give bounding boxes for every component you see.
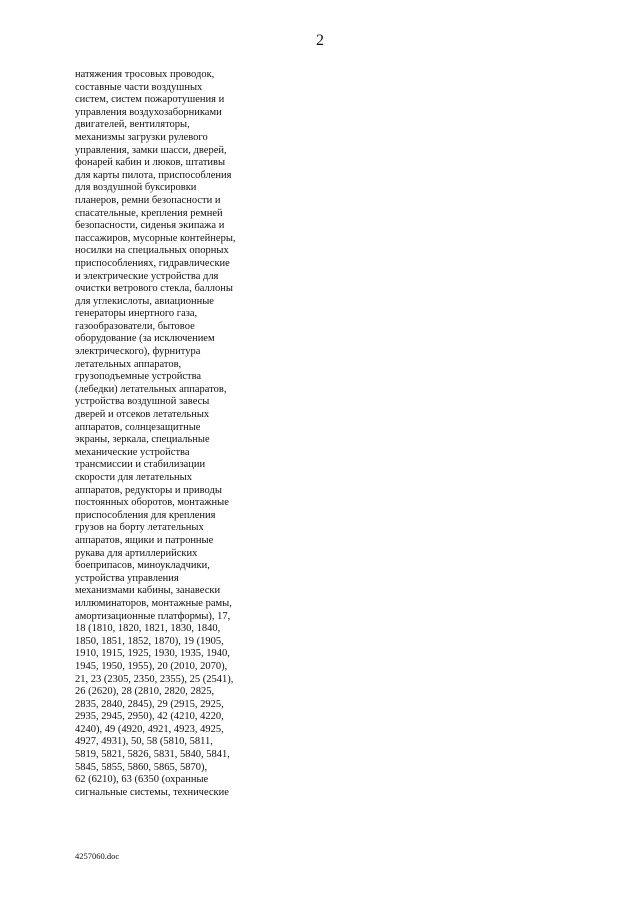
body-text-line: сигнальные системы, технические xyxy=(75,786,229,798)
body-text-line: управления, замки шасси, дверей, xyxy=(75,144,227,156)
body-text-line: аппаратов, ящики и патронные xyxy=(75,534,214,546)
body-text-line: 1945, 1950, 1955), 20 (2010, 2070), xyxy=(75,660,228,672)
body-text-line: очистки ветрового стекла, баллоны xyxy=(75,283,233,295)
body-text-line: аппаратов, редукторы и приводы xyxy=(75,484,222,496)
body-text-line: двигателей, вентиляторы, xyxy=(75,119,190,131)
body-text-line: экраны, зеркала, специальные xyxy=(75,434,210,446)
body-text-line: 1910, 1915, 1925, 1930, 1935, 1940, xyxy=(75,648,230,660)
body-text-line: 62 (6210), 63 (6350 (охранные xyxy=(75,774,209,786)
body-text-line: генераторы инертного газа, xyxy=(75,308,198,320)
body-text-line: 4240), 49 (4920, 4921, 4923, 4925, xyxy=(75,723,224,735)
body-text-line: управления воздухозаборниками xyxy=(75,106,222,118)
body-text-line: оборудование (за исключением xyxy=(75,333,215,345)
body-text-line: 1850, 1851, 1852, 1870), 19 (1905, xyxy=(75,635,224,647)
body-text-line: планеров, ремни безопасности и xyxy=(75,194,221,206)
body-text-line: (лебедки) летательных аппаратов, xyxy=(75,383,227,395)
body-text-line: систем, систем пожаротушения и xyxy=(75,94,225,106)
body-text-line: 4927, 4931), 50, 58 (5810, 5811, xyxy=(75,736,213,748)
body-text-line: иллюминаторов, монтажные рамы, xyxy=(75,597,232,609)
body-text-line: боеприпасов, миноукладчики, xyxy=(75,560,210,572)
body-text-line: приспособлениях, гидравлические xyxy=(75,257,230,269)
body-text-line: летательных аппаратов, xyxy=(75,358,182,370)
body-text-line: для углекислоты, авиационные xyxy=(75,295,214,307)
body-text-line: спасательные, крепления ремней xyxy=(75,207,223,219)
body-text-line: постоянных оборотов, монтажные xyxy=(75,497,229,509)
body-text-line: для воздушной буксировки xyxy=(75,182,197,194)
body-text-line: 18 (1810, 1820, 1821, 1830, 1840, xyxy=(75,623,221,635)
body-text-line: безопасности, сиденья экипажа и xyxy=(75,220,225,232)
body-text-line: приспособления для крепления xyxy=(75,509,216,521)
body-text-line: грузоподъемные устройства xyxy=(75,371,202,383)
body-text-line: газообразователи, бытовое xyxy=(75,320,195,332)
body-text-line: грузов на борту летательных xyxy=(75,522,204,534)
body-text-line: аппаратов, солнцезащитные xyxy=(75,421,201,433)
body-text-column xyxy=(75,69,275,799)
body-text-line: натяжения тросовых проводок, xyxy=(75,69,215,80)
body-text-line: составные части воздушных xyxy=(75,81,203,93)
body-text-line: 5819, 5821, 5826, 5831, 5840, 5841, xyxy=(75,749,230,761)
body-text-line: и электрические устройства для xyxy=(75,270,219,282)
footer-filename: 4257060.doc xyxy=(75,851,120,861)
body-text-line: 2835, 2840, 2845), 29 (2915, 2925, xyxy=(75,698,224,710)
body-text-line: механизмы загрузки рулевого xyxy=(75,131,208,143)
body-text-line: рукава для артиллерийских xyxy=(75,547,198,559)
body-text-line: скорости для летательных xyxy=(75,472,192,483)
body-text-line: трансмиссии и стабилизации xyxy=(75,459,206,471)
body-text-line: фонарей кабин и люков, штативы xyxy=(75,157,226,169)
page-number: 2 xyxy=(316,32,324,49)
body-text-line: 26 (2620), 28 (2810, 2820, 2825, xyxy=(75,686,215,698)
body-text-line: амортизационные платформы), 17, xyxy=(75,610,231,622)
body-text-line: носилки на специальных опорных xyxy=(75,245,229,257)
body-text-line: для карты пилота, приспособления xyxy=(75,169,232,181)
body-text-line: 21, 23 (2305, 2350, 2355), 25 (2541), xyxy=(75,673,234,685)
body-text-line: электрического), фурнитура xyxy=(75,346,201,358)
body-text-line: устройства управления xyxy=(75,572,179,584)
body-text-line: устройства воздушной завесы xyxy=(75,396,210,408)
body-text-line: дверей и отсеков летательных xyxy=(75,409,210,421)
body-text-line: 5845, 5855, 5860, 5865, 5870), xyxy=(75,761,208,773)
body-text-line: механизмами кабины, занавески xyxy=(75,585,221,597)
body-text-line: механические устройства xyxy=(75,446,190,458)
body-text-line: 2935, 2945, 2950), 42 (4210, 4220, xyxy=(75,711,224,723)
body-text-line: пассажиров, мусорные контейнеры, xyxy=(75,232,236,244)
